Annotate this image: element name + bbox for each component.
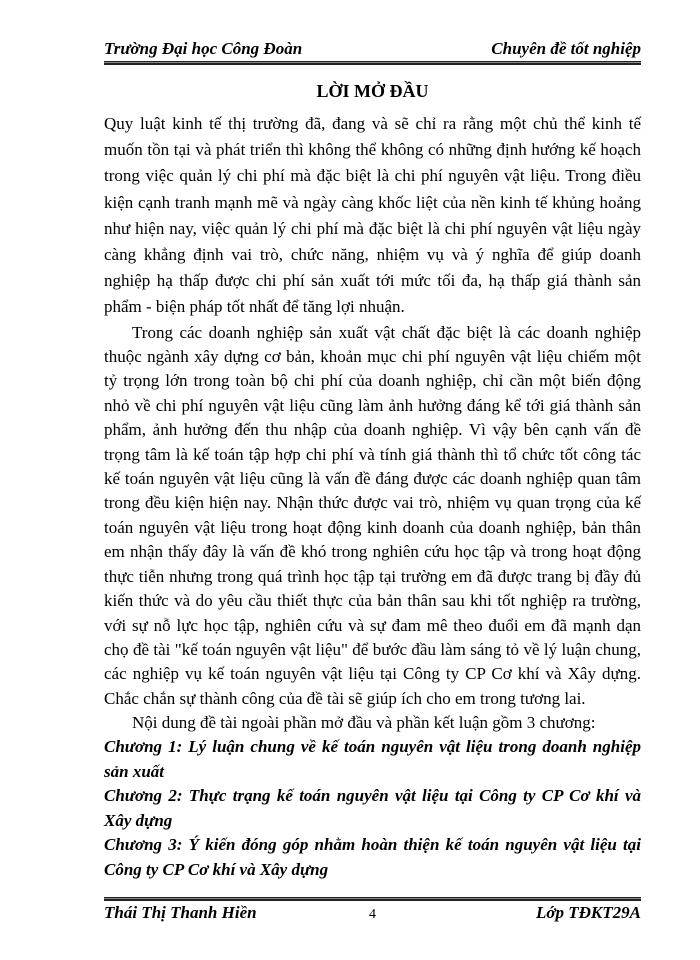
paragraph-intro: Quy luật kinh tế thị trường đã, đang và sẽ chỉ ra rằng một chủ thể kinh tế muốn tồn tại và phát triển thì không thể không có những định hướng kế hoạch trong việc quản lý chi phí mà đặc biệt là chi phí nguyên vật liệu. Trong điều kiện cạnh tranh mạnh mẽ và ngày càng khốc liệt của nền kinh tế khủng hoảng như hiện nay, việc quản lý chi phí mà đặc biệt là chi phí nguyên vật liệu ngày càng khẳng định vai trò, chức năng, nhiệm vụ và ý nghĩa để giúp doanh nghiệp hạ thấp được chi phí sản xuất tới mức tối đa, hạ thấp giá thành sản phẩm - biện pháp tốt nhất để tăng lợi nhuận. — [104, 114, 641, 317]
page-header — [104, 39, 641, 59]
page-title: LỜI MỞ ĐẦU — [316, 81, 429, 101]
paragraph-context: Trong các doanh nghiệp sản xuất vật chất đặc biệt là các doanh nghiệp thuộc ngành xây dựng cơ bản, khoản mục chi phí nguyên vật liệu chiếm một tỷ trọng lớn trong toàn bộ chi phí của doanh nghiệp, chỉ cần một biến động nhỏ về chi phí nguyên vật liệu cũng làm ảnh hưởng đáng kể tới giá thành sản phẩm, ảnh hưởng đến thu nhập của doanh nghiệp. Vì vậy bên cạnh vấn đề trọng tâm là kế toán tập hợp chi phí và tính giá thành thì tổ chức tốt công tác kế toán nguyên vật liệu cũng là vấn đề đáng được các doanh nghiệp quan tâm trong đều kiện hiện nay. Nhận thức được vai trò, nhiệm vụ quan trọng của kế toán nguyên vật liệu trong hoạt động kinh doanh của doanh nghiệp, bản thân em nhận thấy đây là vấn đề khó trong nghiên cứu học tập và trong hoạt động thực tiễn nhưng trong quá trình học tập tại trường em đã được trang bị đầy đủ kiến thức và do yêu cầu thiết thực của bản thân sau khi tốt nghiệp ra trường, với sự nỗ lực học tập, nghiên cứu và sự đam mê theo đuổi em đã mạnh dạn chọ đề tài "kế toán nguyên vật liệu" để bước đầu làm sáng tỏ về lý luận chung, các nghiệp vụ kế toán nguyên vật liệu tại Công ty CP Cơ khí và Xây dựng. Chắc chắn sự thành công của đề tài sẽ giúp ích cho em trong tương lai. — [104, 322, 641, 708]
document-body — [104, 111, 641, 882]
chapter-3-title: Chương 3: Ý kiến đóng góp nhằm hoàn thiện kế toán nguyên vật liệu tại Công ty CP Cơ khí và Xây dựng — [104, 835, 641, 879]
header-school-name: Trường Đại học Công Đoàn — [104, 39, 303, 58]
page-footer — [104, 903, 641, 923]
footer-rule-divider — [104, 897, 641, 901]
header-rule-divider — [104, 61, 641, 65]
chapter-2-title: Chương 2: Thực trạng kế toán nguyên vật liệu tại Công ty CP Cơ khí và Xây dựng — [104, 786, 641, 830]
footer-author: Thái Thị Thanh Hiền — [104, 903, 257, 922]
chapter-1-title: Chương 1: Lý luận chung về kế toán nguyên vật liệu trong doanh nghiệp sản xuất — [104, 737, 641, 781]
footer-page-number: 4 — [369, 907, 376, 922]
footer-class: Lớp TĐKT29A — [536, 903, 641, 922]
paragraph-content-overview: Nội dung đề tài ngoài phần mở đầu và phần kết luận gồm 3 chương: — [132, 713, 596, 733]
header-document-type: Chuyên đề tốt nghiệp — [491, 39, 641, 58]
document-page — [104, 0, 641, 960]
